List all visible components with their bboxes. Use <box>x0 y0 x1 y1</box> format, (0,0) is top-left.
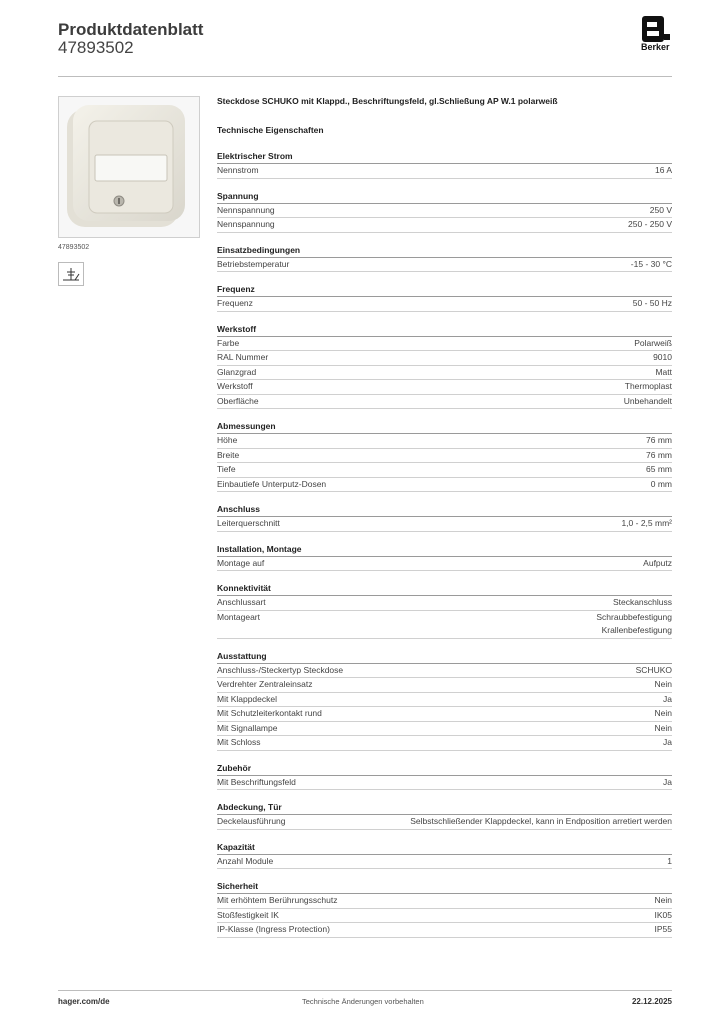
spec-value: -15 - 30 °C <box>630 258 672 269</box>
spec-group-title: Sicherheit <box>217 879 672 894</box>
spec-group-title: Ausstattung <box>217 649 672 664</box>
spec-row <box>217 664 672 679</box>
spec-value: 50 - 50 Hz <box>632 298 672 308</box>
spec-label: Breite <box>217 449 240 460</box>
spec-row <box>217 736 672 751</box>
spec-group-title: Abdeckung, Tür <box>217 800 672 815</box>
spec-row <box>217 693 672 708</box>
spec-label: Anzahl Module <box>217 855 274 866</box>
spec-group-title: Konnektivität <box>217 581 672 596</box>
footer-website: hager.com/de <box>58 997 110 1006</box>
footer-date: 22.12.2025 <box>631 997 672 1006</box>
spec-group-title: Elektrischer Strom <box>217 149 672 164</box>
spec-value: Selbstschließender Klappdeckel, kann in Endposition arretiert werden <box>410 816 672 826</box>
spec-label: Nennstrom <box>217 165 259 175</box>
spec-group-title: Installation, Montage <box>217 542 672 557</box>
spec-label: Nennspannung <box>217 219 275 229</box>
spec-group <box>217 282 672 312</box>
spec-value: Nein <box>654 679 672 689</box>
spec-row <box>217 449 672 464</box>
spec-label: Betriebstemperatur <box>217 258 290 269</box>
spec-row <box>217 776 672 791</box>
spec-value: Steckanschluss <box>612 597 672 607</box>
spec-label: Tiefe <box>217 464 236 474</box>
spec-value: Schraubbefestigung Krallenbefestigung <box>596 611 672 635</box>
spec-label: Montage auf <box>217 557 265 568</box>
spec-label: IP-Klasse (Ingress Protection) <box>217 924 330 934</box>
spec-group-title: Abmessungen <box>217 419 672 434</box>
spec-label: Mit Beschriftungsfeld <box>217 776 296 787</box>
spec-row <box>217 678 672 693</box>
spec-row <box>217 258 672 273</box>
spec-group-title: Werkstoff <box>217 322 672 337</box>
spec-value: Thermoplast <box>624 381 672 391</box>
footer-divider <box>58 990 672 991</box>
spec-label: Deckelausführung <box>217 816 286 826</box>
spec-label: Stoßfestigkeit IK <box>217 909 279 920</box>
spec-label: Frequenz <box>217 298 253 308</box>
spec-label: Oberfläche <box>217 395 259 406</box>
spec-row <box>217 894 672 909</box>
spec-value: Ja <box>663 693 672 704</box>
spec-row <box>217 596 672 611</box>
spec-value: Nein <box>654 895 672 905</box>
spec-value: 1,0 - 2,5 mm² <box>621 518 672 528</box>
page-title: Produktdatenblatt <box>58 20 204 39</box>
spec-group-title: Spannung <box>217 189 672 204</box>
spec-group-title: Zubehör <box>217 761 672 776</box>
spec-value: 16 A <box>654 165 672 175</box>
spec-row <box>217 395 672 410</box>
spec-group <box>217 542 672 572</box>
spec-value: Unbehandelt <box>623 395 672 406</box>
spec-value: Nein <box>654 708 672 718</box>
spec-group-title: Kapazität <box>217 840 672 855</box>
spec-group-title: Anschluss <box>217 502 672 517</box>
spec-groups <box>217 149 672 938</box>
spec-row <box>217 351 672 366</box>
spec-value: IP55 <box>654 924 672 934</box>
spec-group <box>217 189 672 233</box>
spec-group <box>217 761 672 791</box>
spec-value: Ja <box>663 737 672 747</box>
spec-group-title: Einsatzbedingungen <box>217 243 672 258</box>
spec-value: Matt <box>655 366 672 377</box>
spec-value: Nein <box>654 722 672 733</box>
spec-label: Leiterquerschnitt <box>217 518 280 528</box>
spec-row <box>217 923 672 938</box>
spec-row <box>217 463 672 478</box>
header-divider <box>58 76 672 77</box>
spec-value: 65 mm <box>646 464 672 474</box>
spec-label: Einbautiefe Unterputz-Dosen <box>217 478 327 489</box>
spec-group <box>217 419 672 492</box>
spec-label: Anschluss-/Steckertyp Steckdose <box>217 664 344 675</box>
spec-label: Mit Klappdeckel <box>217 693 278 704</box>
spec-row <box>217 478 672 493</box>
spec-row <box>217 707 672 722</box>
spec-value: 250 V <box>649 204 672 215</box>
spec-content <box>217 93 672 938</box>
spec-value: 0 mm <box>650 478 672 489</box>
spec-row <box>217 722 672 737</box>
spec-label: Mit Signallampe <box>217 722 278 733</box>
spec-row <box>217 909 672 924</box>
product-title: Steckdose SCHUKO mit Klappd., Beschriftungsfeld, gl.Schließung AP W.1 polarweiß <box>217 96 558 106</box>
spec-group <box>217 502 672 532</box>
spec-row <box>217 815 672 830</box>
spec-row <box>217 557 672 572</box>
spec-value: Ja <box>663 776 672 787</box>
spec-label: Höhe <box>217 435 238 445</box>
spec-group <box>217 149 672 179</box>
spec-label: Glanzgrad <box>217 366 257 377</box>
spec-label: Verdrehter Zentraleinsatz <box>217 679 313 689</box>
spec-row <box>217 337 672 352</box>
spec-group <box>217 840 672 870</box>
spec-row <box>217 434 672 449</box>
spec-group-title: Frequenz <box>217 282 672 297</box>
section-title: Technische Eigenschaften <box>217 125 324 135</box>
spec-label: Mit erhöhtem Berührungsschutz <box>217 895 338 905</box>
spec-label: Montageart <box>217 611 260 622</box>
spec-row <box>217 204 672 219</box>
spec-value: 9010 <box>653 352 672 362</box>
spec-value: Polarweiß <box>634 337 672 348</box>
spec-value: 250 - 250 V <box>628 219 672 229</box>
spec-value: IK05 <box>654 909 672 920</box>
spec-value: 76 mm <box>646 435 672 445</box>
spec-label: Mit Schloss <box>217 737 261 747</box>
spec-label: Farbe <box>217 337 240 348</box>
spec-row <box>217 366 672 381</box>
spec-row <box>217 380 672 395</box>
spec-label: Anschlussart <box>217 597 266 607</box>
spec-label: Werkstoff <box>217 381 253 391</box>
spec-group <box>217 243 672 273</box>
spec-value: Aufputz <box>643 557 672 568</box>
image-caption: 47893502 <box>58 244 90 251</box>
spec-value: 76 mm <box>646 449 672 460</box>
product-number: 47893502 <box>58 38 134 57</box>
spec-group <box>217 879 672 938</box>
product-image <box>58 96 200 238</box>
earthing-contact-icon <box>58 262 84 286</box>
spec-group <box>217 649 672 751</box>
spec-value: 1 <box>667 855 672 866</box>
spec-group <box>217 800 672 830</box>
spec-label: Mit Schutzleiterkontakt rund <box>217 708 322 718</box>
footer-disclaimer: Technische Änderungen vorbehalten <box>302 997 424 1006</box>
logo-wordmark: Berker <box>641 42 670 52</box>
spec-value: SCHUKO <box>635 664 672 675</box>
spec-row <box>217 164 672 179</box>
spec-row <box>217 218 672 233</box>
spec-label: RAL Nummer <box>217 352 269 362</box>
spec-row <box>217 517 672 532</box>
spec-row <box>217 855 672 870</box>
spec-row <box>217 611 672 639</box>
spec-group <box>217 322 672 410</box>
spec-row <box>217 297 672 312</box>
spec-label: Nennspannung <box>217 204 275 215</box>
spec-group <box>217 581 672 639</box>
